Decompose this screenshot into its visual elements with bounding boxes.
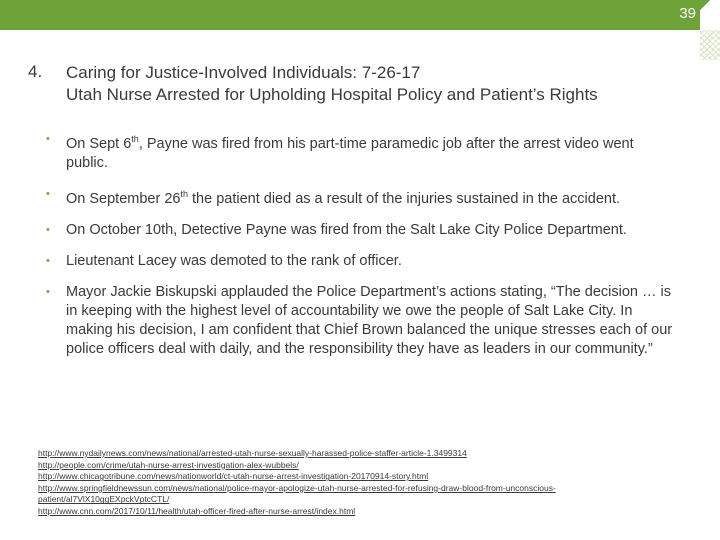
list-number: 4. — [28, 62, 43, 81]
bullet-item — [44, 283, 674, 359]
bullet-dot-icon: • — [46, 187, 50, 200]
bullet-dot-icon: • — [46, 133, 50, 145]
bullet-text: On September 26 — [66, 190, 181, 207]
bullet-item — [44, 130, 674, 173]
bullet-dot-icon: • — [46, 254, 50, 267]
bullet-text: Lieutenant Lacey was demoted to the rank of officer. — [66, 252, 402, 269]
bullet-sup: th — [131, 134, 139, 144]
header-corner — [700, 0, 720, 30]
bullet-dot-icon: • — [46, 223, 50, 236]
reference-link[interactable]: http://www.nydailynews.com/news/national/arrested-utah-nurse-sexually-harassed-police-staffer-article-1.3499314 — [38, 448, 467, 458]
bullet-dot-icon: • — [46, 285, 50, 298]
reference-link[interactable]: http://www.cnn.com/2017/10/11/health/utah-officer-fired-after-nurse-arrest/index.html — [38, 505, 356, 516]
bullet-item — [44, 252, 674, 271]
reference-link[interactable]: patient/al7VlX10ggEXpckVptcCTL/ — [38, 494, 170, 505]
reference-link[interactable]: http://www.springfieldnewssun.com/news/national/police-mayor-apologize-utah-nurse-arrested-for-refusing-draw-blood-from-unconscious- — [38, 482, 556, 493]
corner-pattern — [700, 30, 720, 60]
bullet-item — [44, 185, 674, 209]
bullet-text: On Sept 6 — [66, 135, 132, 152]
title-line-2: Utah Nurse Arrested for Upholding Hospital Policy and Patient’s Rights — [66, 85, 598, 104]
slide-title — [66, 62, 706, 106]
bullet-text-cont: the patient died as a result of the injuries sustained in the accident. — [187, 190, 621, 207]
reference-links — [38, 448, 678, 518]
page-number: 39 — [679, 5, 696, 22]
header-bar — [0, 0, 700, 30]
bullet-item — [44, 221, 674, 240]
bullet-text: Mayor Jackie Biskupski applauded the Police Department’s actions stating, “The decision … is in keeping with the highest level of accountability we owe the people of Salt Lake City. In making his decision, I am confident that Chief Brown balanced the unique stresses each of our police officers deal with daily, and the responsibility they have as leaders in our community.” — [66, 283, 673, 357]
bullet-sup: th — [180, 188, 188, 199]
reference-link[interactable]: http://www.chicagotribune.com/news/nationworld/ct-utah-nurse-arrest-investigation-20170914-story.html — [38, 471, 429, 482]
title-line-1: Caring for Justice-Involved Individuals: 7-26-17 — [66, 63, 421, 82]
reference-link[interactable]: http://people.com/crime/utah-nurse-arrest-investigation-alex-wubbels/ — [38, 459, 299, 470]
bullet-list — [44, 130, 674, 371]
bullet-text-cont: , Payne was fired from his part-time paramedic job after the arrest video went public. — [66, 135, 634, 171]
bullet-text: On October 10th, Detective Payne was fired from the Salt Lake City Police Department. — [66, 221, 627, 238]
